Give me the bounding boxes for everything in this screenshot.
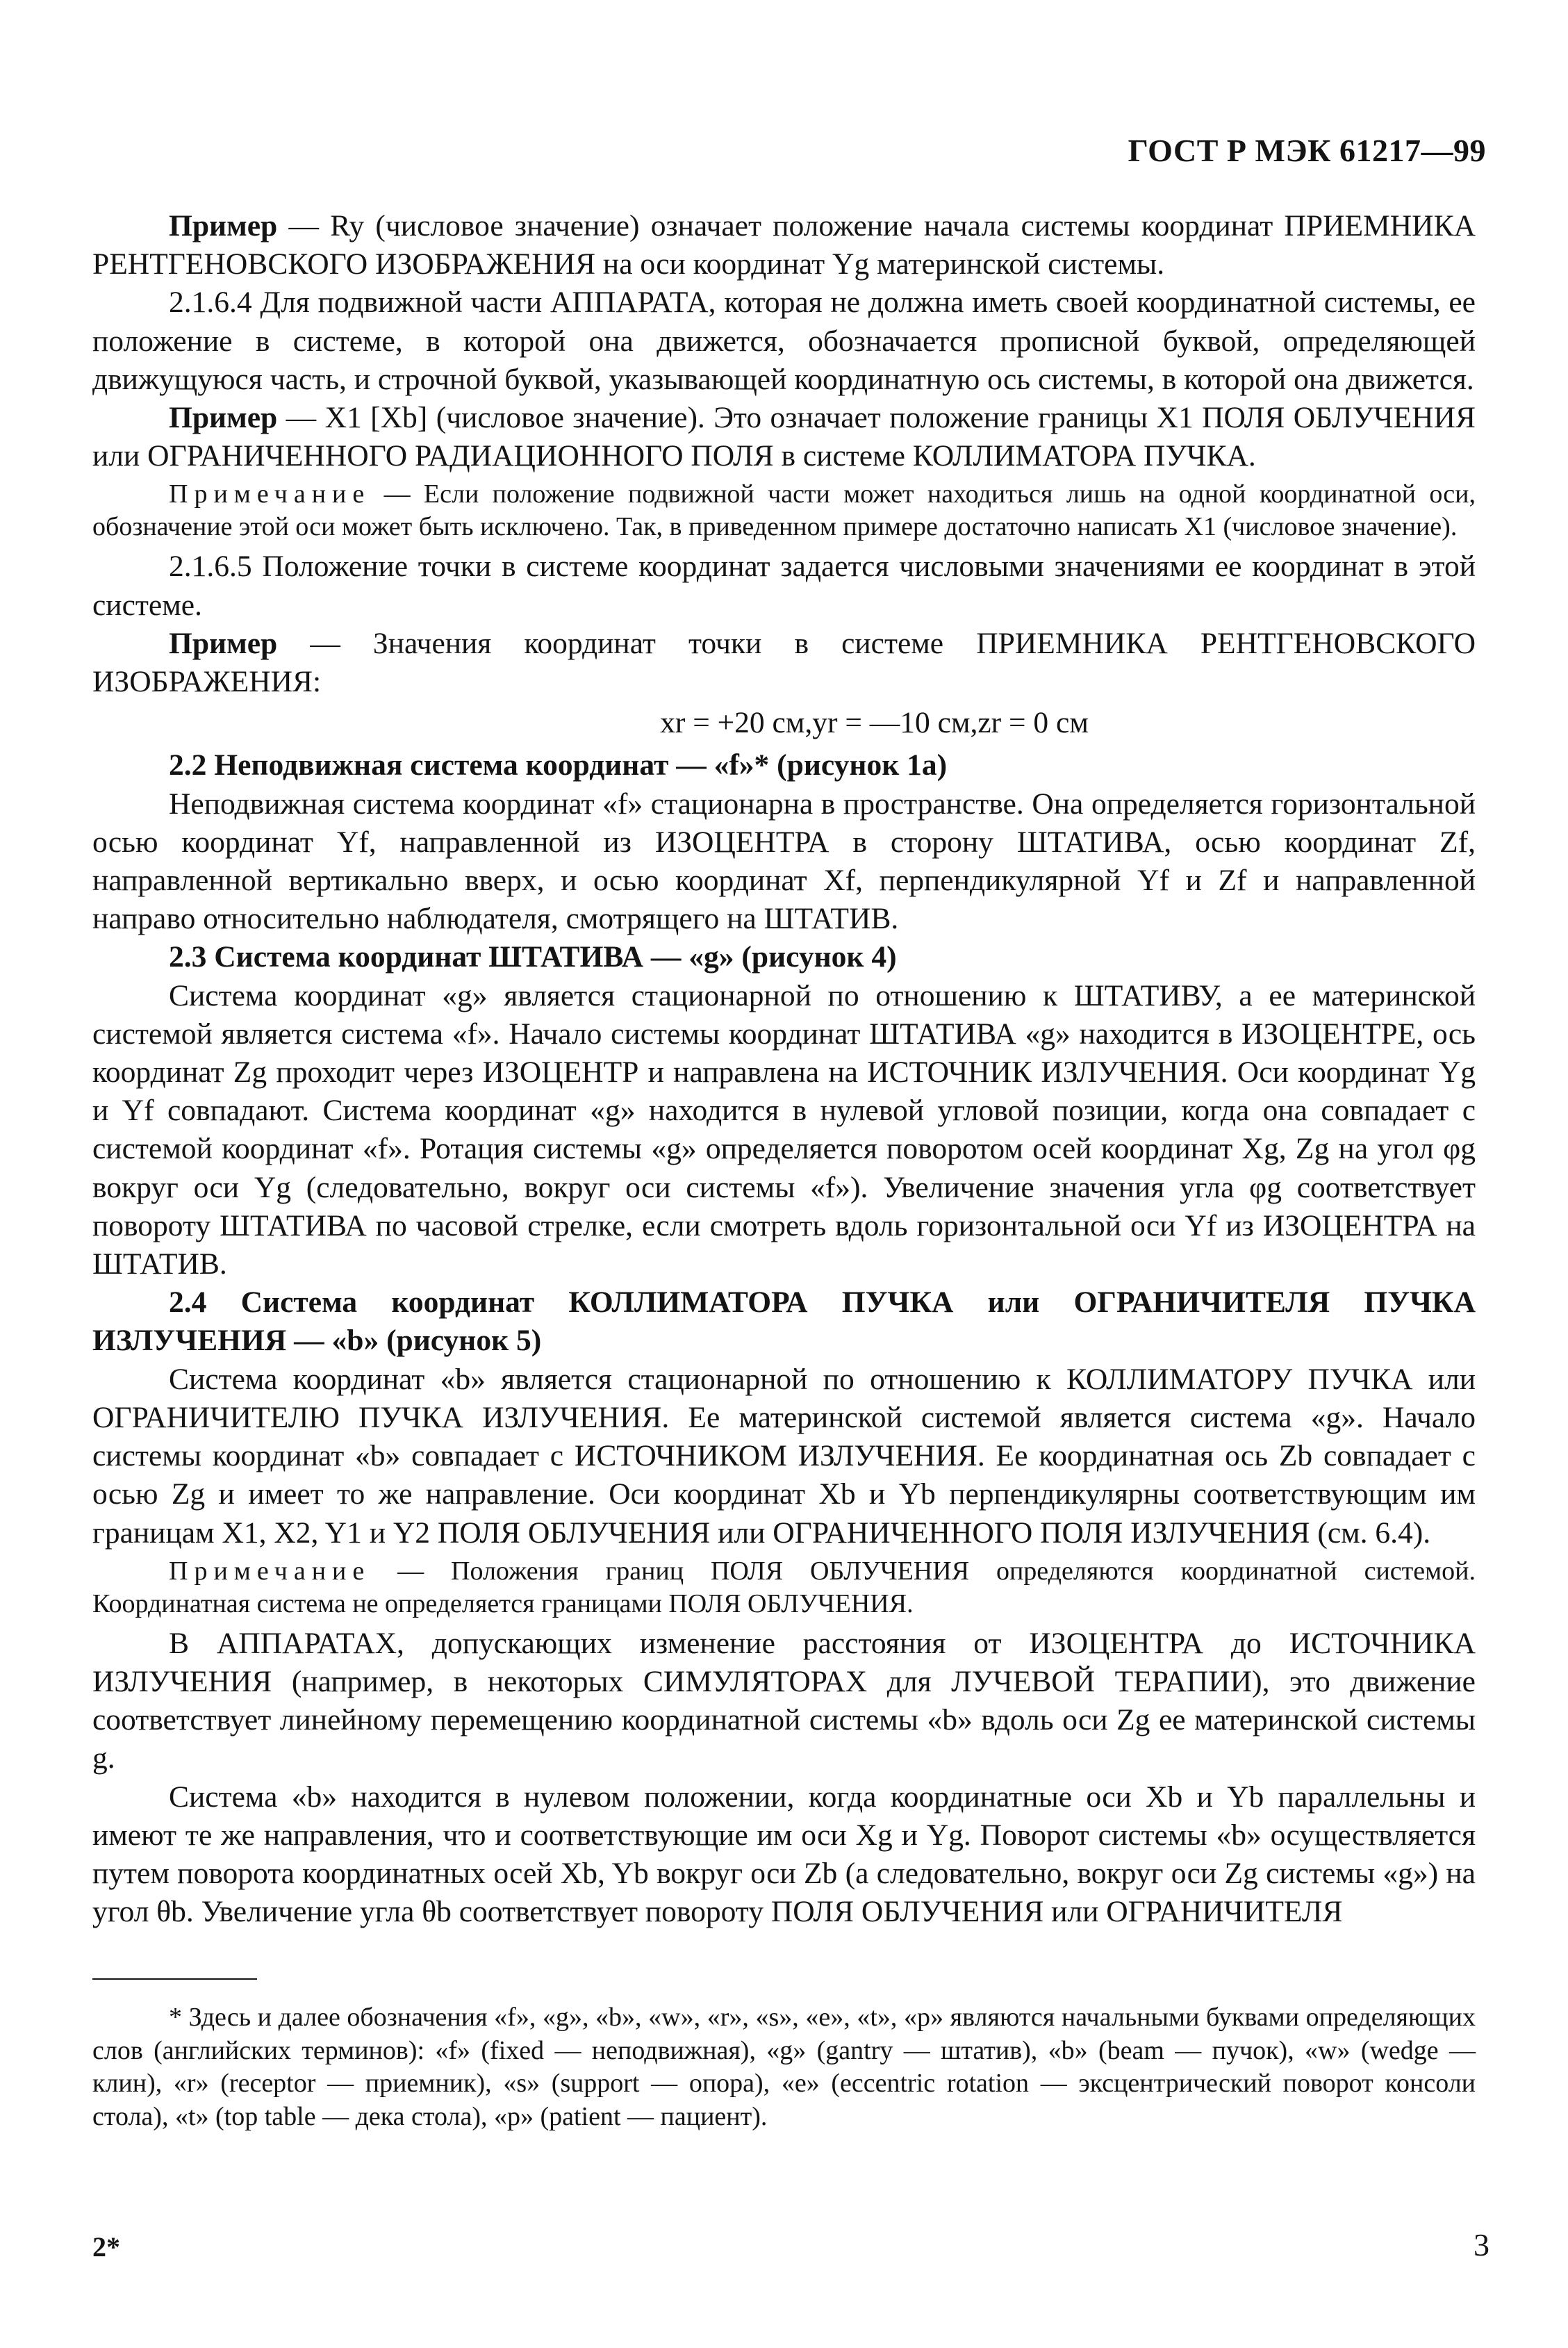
footnote bbox=[92, 2001, 1476, 2133]
note-2: Примечание — Положения границ ПОЛЯ ОБЛУЧЕНИЯ определяются координатной системой. Координатная система не определяется границами ПОЛЯ ОБЛУЧЕНИЯ. bbox=[92, 1556, 1476, 1618]
paragraph-apparatus-distance: В АППАРАТАХ, допускающих изменение расстояния от ИЗОЦЕНТРА до ИСТОЧНИКА ИЗЛУЧЕНИЯ (например, в некоторых СИМУЛЯТОРАХ для ЛУЧЕВОЙ ТЕРАПИИ), это движение соответствует линейному перемещению координатной системы «b» вдоль оси Zg ее материнской системы g. bbox=[92, 1626, 1476, 1775]
example-label: Пример bbox=[169, 626, 278, 660]
note-label: Примечание bbox=[169, 1556, 371, 1586]
paragraph-2-1-6-4: 2.1.6.4 Для подвижной части АППАРАТА, которая не должна иметь своей координатной системы, ее положение в системе, в которой она движется, обозначается прописной буквой, определяющей движущуюся часть, и строчной буквой, указывающей координатную ось системы, в которой она движется. bbox=[92, 286, 1476, 396]
coordinate-formula: xr = +20 см,yr = —10 см,zr = 0 см bbox=[660, 706, 1089, 740]
paragraph-example-x1: Пример — X1 [Xb] (числовое значение). Это означает положение границы X1 ПОЛЯ ОБЛУЧЕНИЯ или ОГРАНИЧЕННОГО РАДИАЦИОННОГО ПОЛЯ в системе КОЛЛИМАТОРА ПУЧКА. bbox=[92, 401, 1476, 473]
paragraph-2-1-6-5: 2.1.6.5 Положение точки в системе координат задается числовыми значениями ее координат в этой системе. bbox=[92, 550, 1476, 622]
paragraph-example-coordinates: Пример — Значения координат точки в системе ПРИЕМНИКА РЕНТГЕНОВСКОГО ИЗОБРАЖЕНИЯ: bbox=[92, 626, 1476, 699]
section-heading-2-4: 2.4 Система координат КОЛЛИМАТОРА ПУЧКА или ОГРАНИЧИТЕЛЯ ПУЧКА ИЗЛУЧЕНИЯ — «b» (рисунок 5) bbox=[92, 1286, 1476, 1358]
sheet-signature: 2* bbox=[92, 2231, 120, 2263]
document-body bbox=[92, 207, 1476, 1931]
footnote-separator bbox=[92, 1978, 257, 1980]
paragraph-beam-system: Система координат «b» является стационарной по отношению к КОЛЛИМАТОРУ ПУЧКА или ОГРАНИЧИТЕЛЮ ПУЧКА ИЗЛУЧЕНИЯ. Ее материнской системой является система «g». Начало системы координат «b» совпадает с ИСТОЧНИКОМ ИЗЛУЧЕНИЯ. Ее координатная ось Zb совпадает с осью Zg и имеет то же направление. Оси координат Xb и Yb перпендикулярны соответствующим им границам X1, X2, Y1 и Y2 ПОЛЯ ОБЛУЧЕНИЯ или ОГРАНИЧЕННОГО ПОЛЯ ИЗЛУЧЕНИЯ (см. 6.4). bbox=[92, 1362, 1476, 1550]
example-label: Пример bbox=[169, 209, 278, 243]
page-number: 3 bbox=[1474, 2227, 1489, 2263]
example-label: Пример bbox=[169, 401, 278, 435]
section-heading-2-2: 2.2 Неподвижная система координат — «f»* (рисунок 1a) bbox=[169, 748, 948, 782]
footnote-text: * Здесь и далее обозначения «f», «g», «b», «w», «r», «s», «e», «t», «p» являются начальными буквами определяющих слов (английских терминов): «f» (fixed — неподвижная), «g» (gantry — штатив), «b» (beam — пучок), «w» (wedge — клин), «r» (receptor — приемник), «s» (support — опора), «e» (eccentric rotation — эксцентрический поворот консоли стола), «t» (top table — дека стола), «p» (patient — пациент). bbox=[92, 2003, 1476, 2131]
standard-code-header: ГОСТ Р МЭК 61217—99 bbox=[1128, 133, 1486, 168]
section-heading-2-3: 2.3 Система координат ШТАТИВА — «g» (рисунок 4) bbox=[169, 940, 897, 974]
paragraph-example-ry: Пример — Ry (числовое значение) означает положение начала системы координат ПРИЕМНИКА РЕНТГЕНОВСКОГО ИЗОБРАЖЕНИЯ на оси координат Yg материнской системы. bbox=[92, 209, 1476, 281]
paragraph-fixed-system: Неподвижная система координат «f» стационарна в пространстве. Она определяется горизонтальной осью координат Yf, направленной из ИЗОЦЕНТРА в сторону ШТАТИВА, осью координат Zf, направленной вертикально вверх, и осью координат Xf, перпендикулярной Yf и Zf и направленной направо относительно наблюдателя, смотрящего на ШТАТИВ. bbox=[92, 787, 1476, 936]
paragraph-gantry-system: Система координат «g» является стационарной по отношению к ШТАТИВУ, а ее материнской системой является система «f». Начало системы координат ШТАТИВА «g» находится в ИЗОЦЕНТРЕ, ось координат Zg проходит через ИЗОЦЕНТР и направлена на ИСТОЧНИК ИЗЛУЧЕНИЯ. Оси координат Yg и Yf совпадают. Система координат «g» находится в нулевой угловой позиции, когда она совпадает с системой координат «f». Ротация системы «g» определяется поворотом осей координат Xg, Zg на угол φg вокруг оси Yg (следовательно, вокруг оси системы «f»). Увеличение значения угла φg соответствует повороту ШТАТИВА по часовой стрелке, если смотреть вдоль горизонтальной оси Yf из ИЗОЦЕНТРА на ШТАТИВ. bbox=[92, 978, 1476, 1281]
note-label: Примечание bbox=[169, 479, 371, 509]
paragraph-zero-position: Система «b» находится в нулевом положении, когда координатные оси Xb и Yb параллельны и имеют те же направления, что и соответствующие им оси Xg и Yg. Поворот системы «b» осуществляется путем поворота координатных осей Xb, Yb вокруг оси Zb (а следовательно, вокруг оси Zg системы «g») на угол θb. Увеличение угла θb соответствует повороту ПОЛЯ ОБЛУЧЕНИЯ или ОГРАНИЧИТЕЛЯ bbox=[92, 1780, 1476, 1929]
note-1: Примечание — Если положение подвижной части может находиться лишь на одной координатной оси, обозначение этой оси может быть исключено. Так, в приведенном примере достаточно написать X1 (числовое значение). bbox=[92, 479, 1476, 542]
